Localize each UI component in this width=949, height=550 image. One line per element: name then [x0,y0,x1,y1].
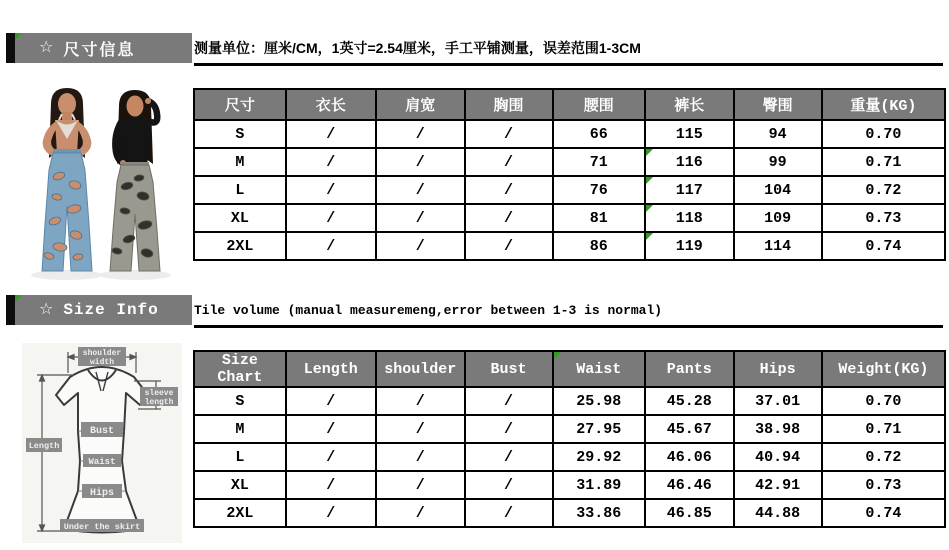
table-cell: 118 [645,204,734,232]
section-en-title: Size Info [63,301,159,319]
table-cell: 0.74 [822,499,945,527]
table-cell: 0.71 [822,415,945,443]
row-size-label: S [194,120,286,148]
row-size-label: 2XL [194,232,286,260]
table-cell: / [465,120,553,148]
table-cell: 29.92 [553,443,645,471]
table-cell: 81 [553,204,645,232]
table-cell: / [465,232,553,260]
waist-label: Waist [88,457,116,467]
column-header: 尺寸 [194,89,286,120]
table-cell: / [465,204,553,232]
table-cell: / [376,120,465,148]
row-size-label: 2XL [194,499,286,527]
table-cell: 45.28 [645,387,734,415]
column-header: 裤长 [645,89,734,120]
row-size-label: L [194,176,286,204]
title-bar-gray [15,295,192,325]
table-row [194,499,945,527]
bust-label: Bust [89,426,115,437]
column-header: Size Chart [194,351,286,387]
table-cell: / [376,176,465,204]
under-skirt-label: Under the skirt [63,522,141,532]
table-cell: 33.86 [553,499,645,527]
size-table-en [193,350,946,528]
table-cell: 27.95 [553,415,645,443]
table-cell: 38.98 [734,415,822,443]
row-size-label: M [194,415,286,443]
table-cell: / [286,148,376,176]
table-cell: / [286,176,376,204]
cell-corner-marker [554,352,561,359]
table-cell: / [465,499,553,527]
table-cell: 0.73 [822,204,945,232]
table-row [194,415,945,443]
table-cell: / [376,415,465,443]
table-cell: 0.73 [822,471,945,499]
measurement-diagram [22,343,182,543]
table-cell: 46.85 [645,499,734,527]
cell-corner-marker [646,177,653,184]
row-size-label: L [194,443,286,471]
column-header: 胸围 [465,89,553,120]
green-corner-marker [15,295,22,302]
column-header: Bust [465,351,553,387]
column-header: Weight(KG) [822,351,945,387]
table-cell: 37.01 [734,387,822,415]
table-cell: 46.06 [645,443,734,471]
table-cell: / [465,415,553,443]
table-cell: / [286,387,376,415]
table-cell: 115 [645,120,734,148]
svg-text:width: width [89,358,115,367]
table-cell: / [376,204,465,232]
length-label: Length [28,441,60,451]
table-cell: 31.89 [553,471,645,499]
cell-corner-marker [646,233,653,240]
table-cell: / [286,471,376,499]
section-cn-title-bar [6,33,192,63]
table-cell: 117 [645,176,734,204]
size-table-cn [193,88,946,261]
table-cell: / [465,471,553,499]
table-cell: 71 [553,148,645,176]
column-header: 肩宽 [376,89,465,120]
table-row [194,387,945,415]
table-cell: 45.67 [645,415,734,443]
table-cell: 109 [734,204,822,232]
title-bar-black-strip [6,295,15,325]
table-cell: / [286,499,376,527]
table-row [194,471,945,499]
table-cell: 0.74 [822,232,945,260]
table-row [194,232,945,260]
table-cell: 44.88 [734,499,822,527]
table-cell: / [376,443,465,471]
title-bar-gray [15,33,192,63]
column-header: 重量(KG) [822,89,945,120]
section-cn-title: 尺寸信息 [63,41,136,59]
table-cell: 104 [734,176,822,204]
column-header: 腰围 [553,89,645,120]
table-cell: / [376,387,465,415]
table-cell: 46.46 [645,471,734,499]
column-header: Waist [553,351,645,387]
table-cell: 94 [734,120,822,148]
table-cell: 99 [734,148,822,176]
star-icon: ☆ [39,39,54,56]
table-cell: / [286,415,376,443]
row-size-label: S [194,387,286,415]
shoulder-width-label: shoulder [82,349,122,358]
table-cell: / [465,443,553,471]
row-size-label: XL [194,204,286,232]
table-cell: 116 [645,148,734,176]
svg-text:length: length [144,398,174,407]
column-header: shoulder [376,351,465,387]
table-row [194,120,945,148]
table-cell: / [286,443,376,471]
table-cell: / [286,232,376,260]
table-cell: / [465,148,553,176]
table-cell: 66 [553,120,645,148]
table-cell: 40.94 [734,443,822,471]
sleeve-length-label: sleeve [144,389,174,398]
table-cell: 0.70 [822,120,945,148]
table-row [194,148,945,176]
measurement-note-cn: 测量单位：厘米/CM，1英寸=2.54厘米，手工平铺测量，误差范围1-3CM [194,33,943,66]
star-icon: ☆ [39,301,54,318]
table-cell: / [376,499,465,527]
table-cell: 0.72 [822,176,945,204]
cell-corner-marker [646,149,653,156]
column-header: Length [286,351,376,387]
table-cell: 42.91 [734,471,822,499]
table-cell: 0.72 [822,443,945,471]
column-header: Pants [645,351,734,387]
hips-label: Hips [89,488,115,499]
table-cell: 25.98 [553,387,645,415]
table-row [194,204,945,232]
column-header: 衣长 [286,89,376,120]
table-cell: / [465,176,553,204]
row-size-label: M [194,148,286,176]
table-cell: / [465,387,553,415]
table-row [194,176,945,204]
cell-corner-marker [646,205,653,212]
table-cell: / [376,232,465,260]
table-row [194,443,945,471]
table-cell: / [286,120,376,148]
measurement-note-en: Tile volume (manual measuremeng,error between 1-3 is normal) [194,295,943,328]
section-en-title-bar [6,295,192,325]
table-cell: 114 [734,232,822,260]
table-cell: / [286,204,376,232]
table-cell: 0.70 [822,387,945,415]
model-photo [15,84,185,281]
table-cell: 119 [645,232,734,260]
row-size-label: XL [194,471,286,499]
column-header: 臀围 [734,89,822,120]
green-corner-marker [15,33,22,40]
table-cell: / [376,148,465,176]
column-header: Hips [734,351,822,387]
table-cell: 0.71 [822,148,945,176]
table-cell: / [376,471,465,499]
table-cell: 86 [553,232,645,260]
title-bar-black-strip [6,33,15,63]
table-cell: 76 [553,176,645,204]
